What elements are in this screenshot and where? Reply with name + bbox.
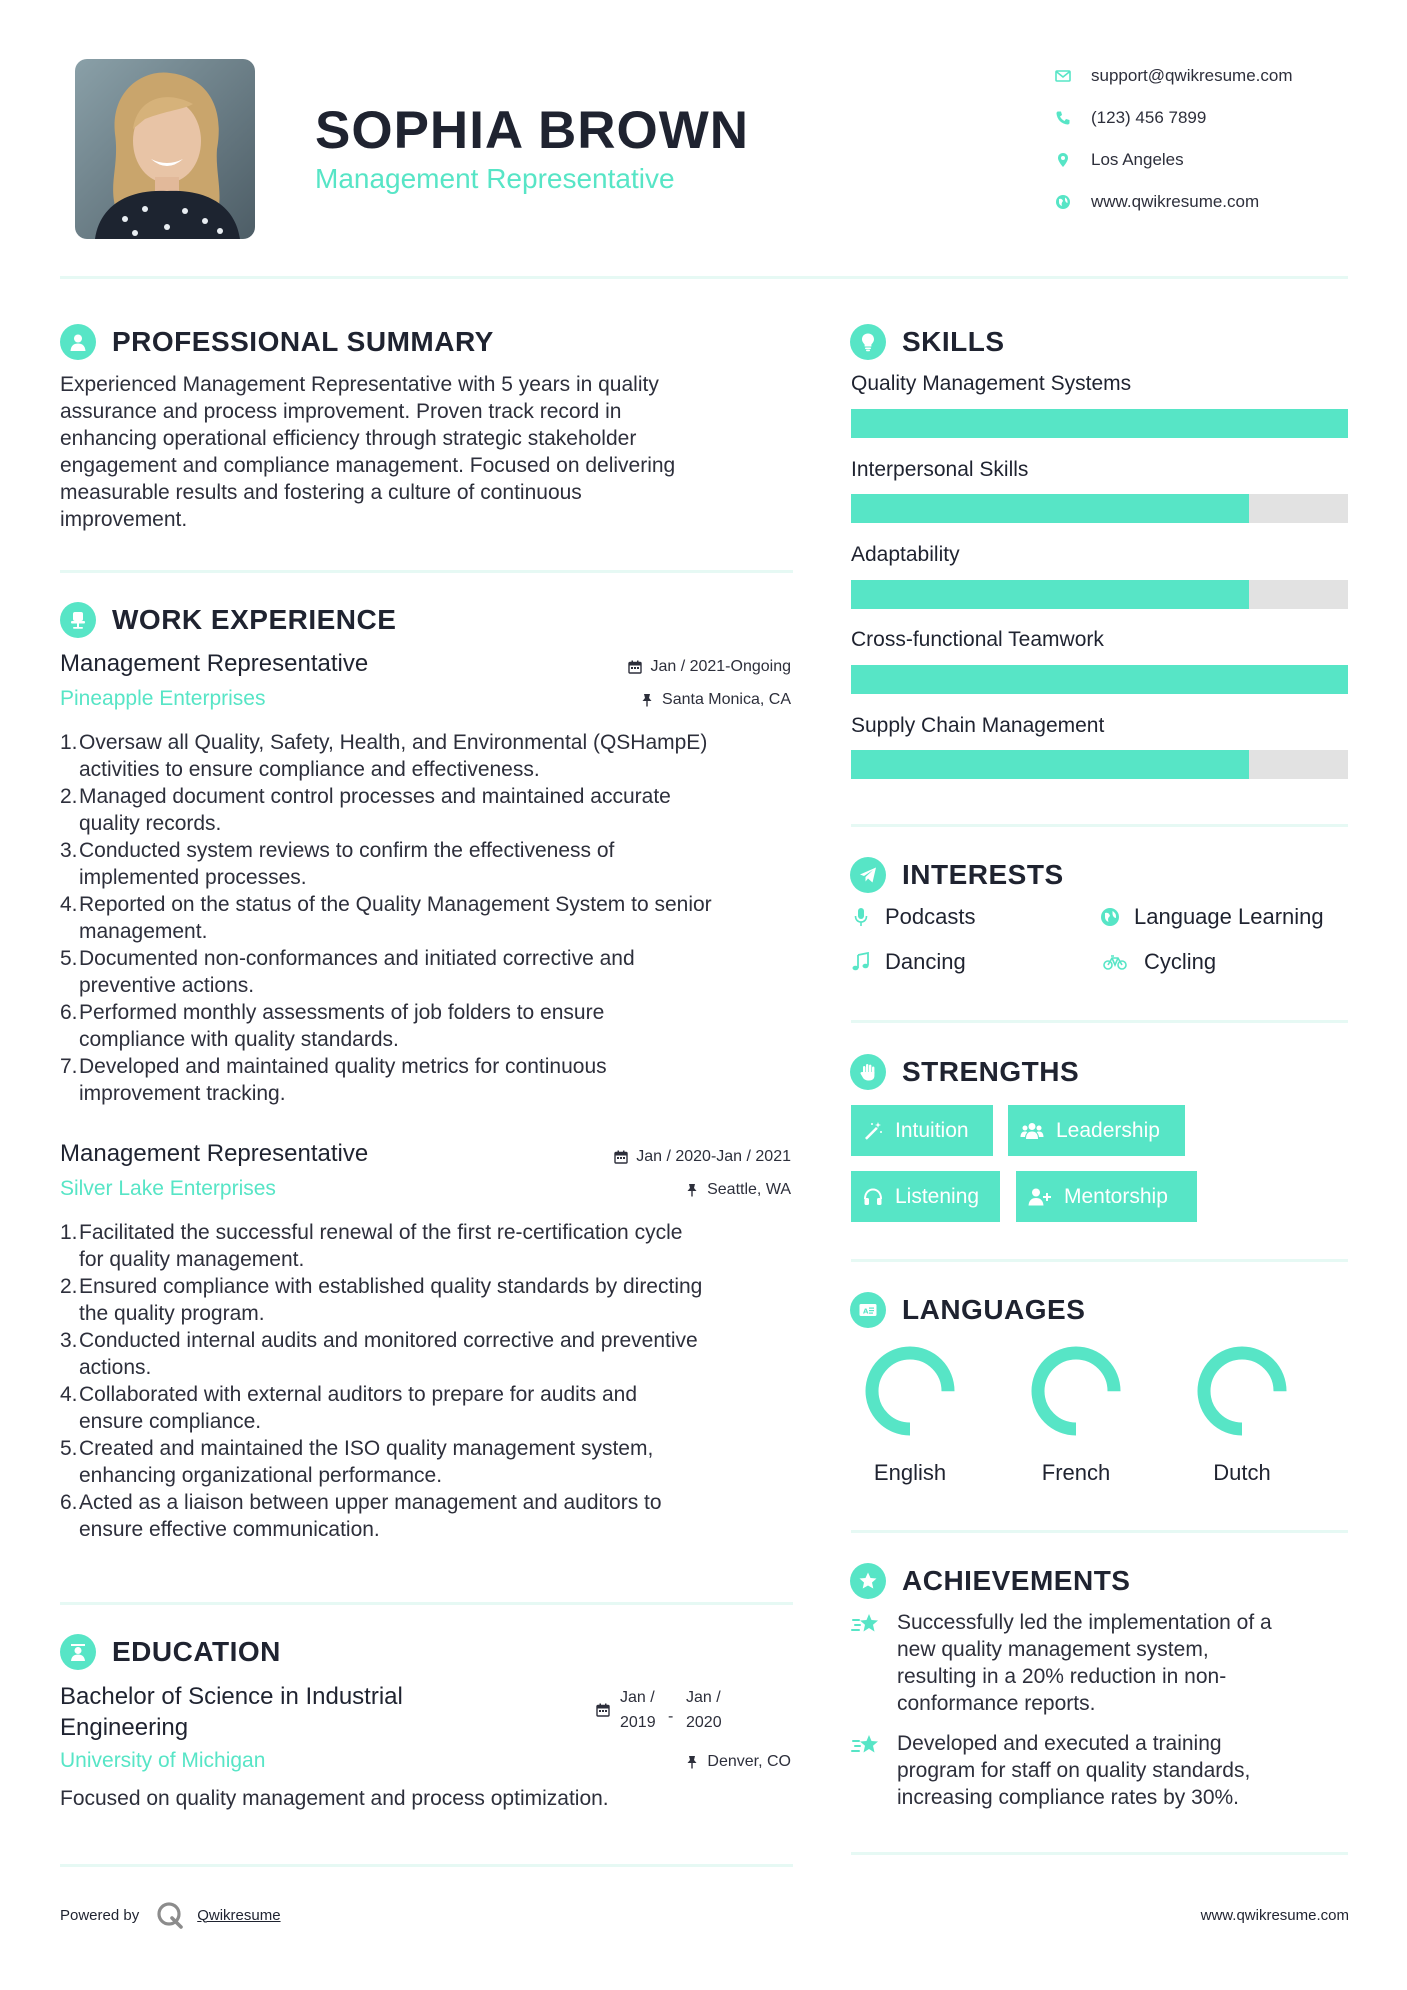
education-date [596,1684,791,1736]
skill-bar [851,580,1348,609]
user-icon [60,324,96,360]
contact-phone-text: (123) 456 7899 [1091,108,1207,127]
summary-line: improvement. [60,508,188,531]
job-duties [60,1219,805,1543]
skill-name: Supply Chain Management [851,714,1105,737]
skill-bar [851,494,1348,523]
language-ring [860,1341,960,1441]
language-name: French [1041,1460,1111,1485]
summary-heading [60,324,494,360]
education-divider [60,1864,793,1867]
job-title: Management Representative [60,650,369,677]
skill-bar-fill [851,409,1348,438]
school-name: University of Michigan [60,1749,266,1772]
language-item [835,1341,985,1486]
languages-title: LANGUAGES [902,1294,1086,1325]
education-date-start: Jan / 2019 [620,1689,656,1731]
contact-phone[interactable] [1055,97,1375,139]
interests-heading [850,857,1064,893]
achievements-heading [850,1563,1130,1599]
contact-list [1055,55,1375,223]
achievement-item: Successfully led the implementation of a new quality management system, resulting in a 20% reduction in non- conformance reports. [851,1609,1348,1717]
calendar-icon [596,1703,610,1717]
degree-title: Bachelor of Science in Industrial Engineering [60,1683,403,1741]
language-item [1001,1341,1151,1486]
languages-divider [851,1530,1348,1533]
calendar-icon [628,660,642,674]
education-date-separator: - [668,1708,674,1725]
language-ring [1026,1341,1126,1441]
interest-item: Cycling [1100,949,1216,975]
contact-website-text: www.qwikresume.com [1091,192,1260,211]
strength-tag: Leadership [1008,1105,1185,1156]
interests-title: INTERESTS [902,859,1064,890]
pushpin-icon [640,693,654,707]
skill-name: Adaptability [851,543,960,566]
profile-photo [75,59,255,239]
strengths-divider [851,1259,1348,1262]
candidate-role: Management Representative [315,163,675,194]
list-item: 7. Developed and maintained quality metrics for continuous improvement tracking. [60,1055,607,1105]
language-ring [1192,1341,1292,1441]
skill-name: Quality Management Systems [851,372,1132,395]
job-company: Silver Lake Enterprises [60,1177,276,1200]
mail-icon [1055,66,1091,86]
list-item: 2. Managed document control processes and maintained accurate quality records. [60,785,671,835]
headphones-icon [863,1187,883,1207]
magic-wand-icon [863,1121,883,1141]
globe-icon [1055,192,1091,212]
list-item: 4. Reported on the status of the Quality Management System to senior management. [60,893,712,943]
contact-website[interactable] [1055,181,1375,223]
summary-line: assurance and process improvement. Proven track record in [60,400,622,423]
education-heading [60,1634,281,1670]
qwikresume-logo-icon [155,1900,185,1930]
summary-line: enhancing operational efficiency through strategic stakeholder [60,427,637,450]
language-card-icon [850,1292,886,1328]
pushpin-icon [685,1755,699,1769]
achievement-item: Developed and executed a training program for staff on quality standards, increasing compliance rates by 30%. [851,1730,1348,1811]
contact-email-text: support@qwikresume.com [1091,66,1293,85]
graduate-icon [60,1634,96,1670]
language-name: Dutch [1213,1460,1271,1485]
phone-icon [1055,108,1091,128]
chair-icon [60,602,96,638]
skill-bar-fill [851,665,1348,694]
list-item: 3. Conducted system reviews to confirm the effectiveness of implemented processes. [60,839,615,889]
skill-bar-fill [851,580,1249,609]
summary-title: PROFESSIONAL SUMMARY [112,326,494,357]
header-divider [60,276,1348,279]
contact-location-text: Los Angeles [1091,150,1184,169]
job-location [685,1181,791,1199]
star-badge-icon [850,1563,886,1599]
footer-powered-by [60,1900,281,1930]
language-name: English [873,1460,947,1485]
user-plus-icon [1028,1187,1052,1207]
list-item: 5. Created and maintained the ISO quality management system, enhancing organizational performance. [60,1437,654,1487]
globe-icon [1100,907,1120,927]
job-company: Pineapple Enterprises [60,687,266,710]
contact-email[interactable] [1055,55,1375,97]
paper-plane-icon [850,857,886,893]
interest-item: Dancing [851,949,966,975]
education-date-end: Jan / 2020 [686,1689,722,1731]
skills-divider [851,824,1348,827]
bicycle-icon [1100,952,1130,972]
list-item: 1. Oversaw all Quality, Safety, Health, and Environmental (QSHampE) activities to ensure compliance and effectiveness. [60,731,708,781]
strengths-heading [850,1054,1079,1090]
language-item [1167,1341,1317,1486]
list-item: 6. Performed monthly assessments of job folders to ensure compliance with quality standards. [60,1001,605,1051]
experience-divider [60,1602,793,1605]
experience-title: WORK EXPERIENCE [112,604,397,635]
skill-bar-fill [851,750,1249,779]
summary-line: measurable results and fostering a culture of continuous [60,481,582,504]
list-item: 2. Ensured compliance with established quality standards by directing the quality program. [60,1275,703,1325]
shooting-star-icon [851,1611,881,1637]
list-item: 5. Documented non-conformances and initiated corrective and preventive actions. [60,947,635,997]
users-icon [1020,1121,1044,1141]
music-note-icon [851,952,871,972]
svg-text:A: A [863,1307,869,1316]
lightbulb-icon [850,324,886,360]
job-date [614,1148,791,1166]
skills-title: SKILLS [902,326,1005,357]
languages-heading [850,1292,1085,1328]
list-item: 3. Conducted internal audits and monitored corrective and preventive actions. [60,1329,698,1379]
summary-line: engagement and compliance management. Focused on delivering [60,454,676,477]
skills-heading [850,324,1005,360]
achievements-title: ACHIEVEMENTS [902,1565,1131,1596]
calendar-icon [614,1150,628,1164]
map-pin-icon [1055,150,1091,170]
job-date-text: Jan / 2021-Ongoing [650,658,791,675]
strengths-title: STRENGTHS [902,1056,1080,1087]
candidate-name: SOPHIA BROWN [315,101,750,160]
education-location-text: Denver, CO [707,1753,791,1770]
skill-bar-fill [851,494,1249,523]
achievements-divider [851,1852,1348,1855]
summary-text [60,371,800,533]
education-note: Focused on quality management and process optimization. [60,1787,609,1810]
education-location [685,1753,791,1771]
interest-item: Language Learning [1100,904,1324,930]
microphone-icon [851,907,871,927]
list-item: 4. Collaborated with external auditors to prepare for audits and ensure compliance. [60,1383,637,1433]
contact-location [1055,139,1375,181]
strength-tag: Intuition [851,1105,993,1156]
summary-line: Experienced Management Representative with 5 years in quality [60,373,659,396]
job-duties [60,729,805,1107]
experience-heading [60,602,396,638]
job-location [640,691,791,709]
education-title: EDUCATION [112,1636,281,1667]
summary-divider [60,570,793,573]
job-location-text: Seattle, WA [707,1181,791,1198]
skill-bar [851,409,1348,438]
hand-icon [850,1054,886,1090]
strength-tag: Mentorship [1016,1171,1197,1222]
skill-name: Interpersonal Skills [851,458,1029,481]
skill-bar [851,665,1348,694]
footer-url[interactable]: www.qwikresume.com [1200,1907,1349,1924]
strength-tag: Listening [851,1171,1000,1222]
pushpin-icon [685,1183,699,1197]
job-date-text: Jan / 2020-Jan / 2021 [636,1148,791,1165]
qwikresume-link[interactable]: Qwikresume [197,1906,281,1924]
skill-bar [851,750,1348,779]
skill-name: Cross-functional Teamwork [851,628,1104,651]
job-location-text: Santa Monica, CA [662,691,791,708]
job-date [628,658,791,676]
interest-item: Podcasts [851,904,976,930]
list-item: 1. Facilitated the successful renewal of the first re-certification cycle for quality management. [60,1221,683,1271]
interests-divider [851,1020,1348,1023]
powered-by-text: Powered by [60,1906,140,1924]
job-title: Management Representative [60,1140,369,1167]
list-item: 6. Acted as a liaison between upper management and auditors to ensure effective communication. [60,1491,662,1541]
shooting-star-icon [851,1732,881,1758]
